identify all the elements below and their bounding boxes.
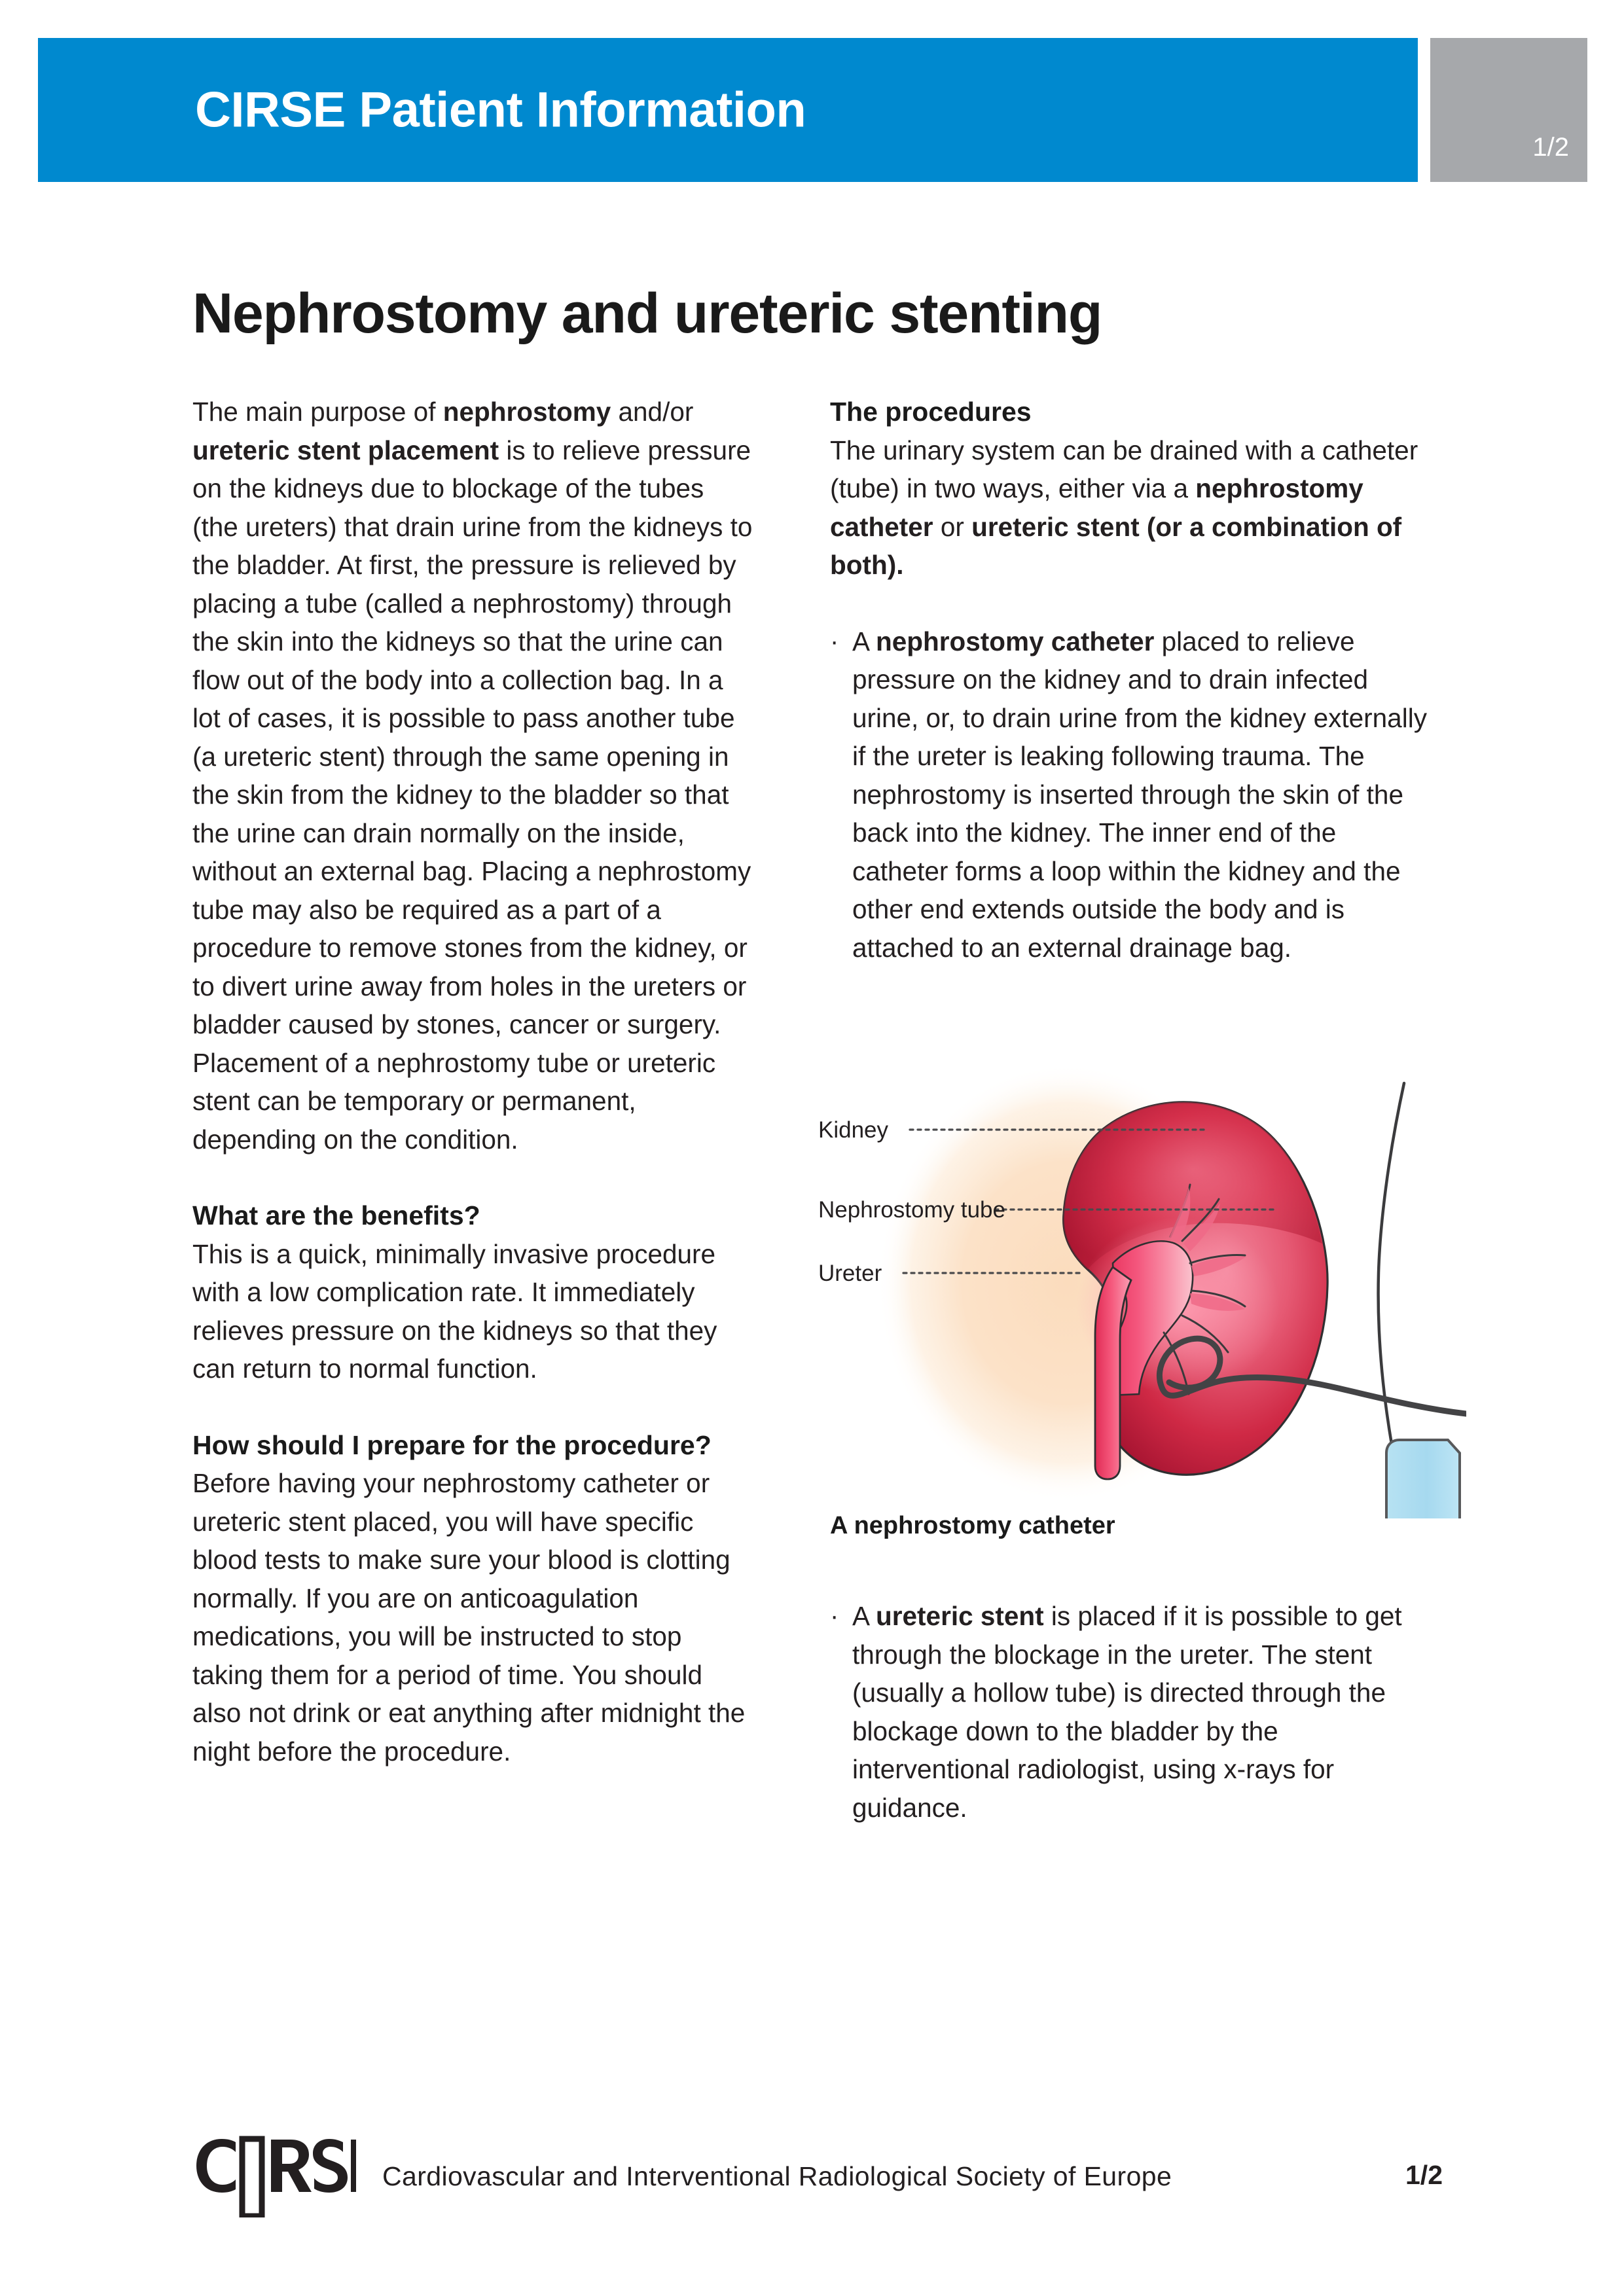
- label-ureter: Ureter: [818, 1261, 882, 1286]
- illustration-caption: A nephrostomy catheter: [830, 1512, 1115, 1539]
- paragraph-spacer: [192, 1158, 755, 1196]
- intro-part3: is to relieve pressure on the kidneys due to blockage of the tubes (the ureters) that drain urine from the kidneys to the bladder. At first, the pressure is relieved by placing a tube (called a nephrostomy) through the skin into the kidneys so that the urine can flow out of the body into a collection bag. In a lot of cases, it is possible to pass another tube (a ureteric stent) through the same opening in the skin from the kidney to the bladder so that the urine can drain normally on the inside, without an external bag. Placing a nephrostomy tube may also be required as a part of a procedure to remove stones from the kidney, or to divert urine away from holes in the ureters or bladder caused by stones, cancer or surgery. Placement of a nephrostomy tube or ureteric stent can be temporary or permanent, depending on the condition.: [192, 435, 753, 1155]
- paragraph-spacer: [192, 1388, 755, 1426]
- right-column-bullet-two: [830, 1597, 1439, 1827]
- header-page-box: [1430, 38, 1587, 182]
- bullet2-bold1: ureteric stent: [876, 1601, 1044, 1631]
- procedures-bold1: nephrostomy catheter: [830, 473, 1363, 542]
- footer-organisation: Cardiovascular and Interventional Radiological Society of Europe: [382, 2161, 1172, 2191]
- header-banner: [38, 38, 1418, 182]
- intro-part2: and/or: [611, 397, 694, 427]
- prepare-heading: How should I prepare for the procedure?: [192, 1429, 712, 1460]
- logo-letter-i: [242, 2139, 262, 2216]
- bullet-item-nephrostomy-catheter: [830, 622, 1439, 967]
- bag-body: [1386, 1440, 1460, 1518]
- benefits-heading: What are the benefits?: [192, 1200, 480, 1230]
- procedures-part1: The urinary system can be drained with a catheter (tube) in two ways, either via a: [830, 435, 1418, 503]
- paragraph-spacer: [830, 584, 1439, 622]
- benefits-body: This is a quick, minimally invasive procedure with a low complication rate. It immediately relieves pressure on the kidneys so that they can return to normal function.: [192, 1238, 717, 1384]
- header-title: CIRSE Patient Information: [195, 82, 806, 138]
- procedures-heading: The procedures: [830, 397, 1032, 427]
- body-outline: [1379, 1083, 1404, 1476]
- bullet1-part2: placed to relieve pressure on the kidney and to drain infected urine, or, to drain urine from the kidney externally if the ureter is leaking following trauma. The nephrostomy is inserted through the skin of the back into the kidney. The inner end of the catheter forms a loop within the kidney and the other end extends outside the body and is attached to an external drainage bag.: [852, 626, 1427, 963]
- bullet2-part1: A: [852, 1601, 876, 1631]
- bullet2-part2: is placed if it is possible to get through the blockage in the ureter. The stent (usually a hollow tube) is directed through the blockage down to the bladder by the interventional radiologist, using x-rays for guidance.: [852, 1601, 1402, 1823]
- bullet1-part1: A: [852, 626, 876, 656]
- logo-letter-s: [313, 2139, 348, 2193]
- intro-paragraph: [192, 393, 755, 1158]
- intro-bold1: nephrostomy: [442, 397, 611, 427]
- procedures-body: [830, 431, 1439, 584]
- drainage-bag: [1386, 1440, 1466, 1518]
- footer: [192, 2127, 1443, 2219]
- bullet-marker: ·: [830, 626, 839, 656]
- intro-part1: The main purpose of: [192, 397, 443, 427]
- bullet-marker: ·: [830, 1602, 839, 1630]
- left-column: [192, 393, 755, 1770]
- label-kidney: Kidney: [818, 1117, 889, 1143]
- right-column: [830, 393, 1439, 967]
- bullet-item-ureteric-stent: [830, 1597, 1439, 1827]
- intro-bold2: ureteric stent placement: [192, 435, 499, 465]
- procedures-part2: or: [933, 511, 972, 542]
- prepare-body: Before having your nephrostomy catheter or ureteric stent placed, you will have specific blood tests to make sure your blood is clotting normally. If you are on anticoagulation medications, you will be instructed to stop taking them for a period of time. You should also not drink or eat anything after midnight the night before the procedure.: [192, 1468, 746, 1767]
- procedures-bold2: ureteric stent (or a combination of both).: [830, 511, 1402, 580]
- page-title: Nephrostomy and ureteric stenting: [192, 282, 1102, 345]
- nephrostomy-illustration: [805, 1047, 1466, 1518]
- bullet-text: [852, 1597, 1439, 1827]
- cirse-logo: [192, 2132, 356, 2217]
- label-nephrostomy-tube: Nephrostomy tube: [818, 1197, 1005, 1223]
- logo-letter-c: [196, 2139, 236, 2193]
- bullet-text: [852, 622, 1439, 967]
- footer-page-number: 1/2: [1405, 2160, 1443, 2190]
- header-page-number: 1/2: [1532, 133, 1569, 162]
- logo-letter-r: [271, 2140, 312, 2192]
- bullet1-bold1: nephrostomy catheter: [876, 626, 1155, 656]
